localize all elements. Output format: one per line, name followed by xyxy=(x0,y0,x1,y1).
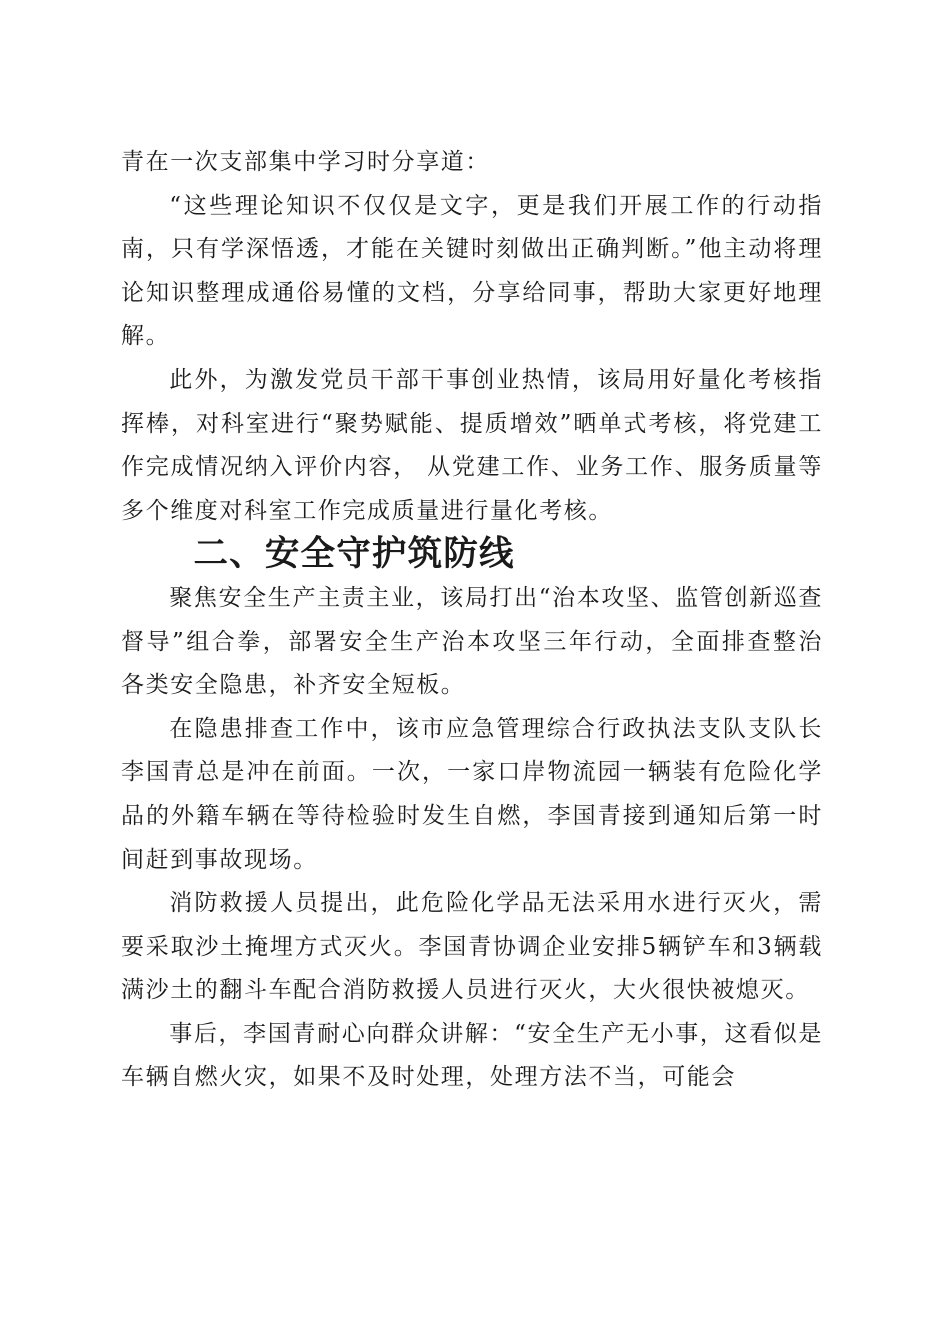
document-body xyxy=(121,141,823,1100)
paragraph-assessment: 此外，为激发党员干部干事创业热情，该局用好量化考核指挥棒，对科室进行“聚势赋能、提质增效”晒单式考核，将党建工作完成情况纳入评价内容， 从党建工作、业务工作、服务质量等多个维度对科室工作完成质量进行量化考核。 xyxy=(121,366,823,524)
paragraph-hazard-inspection: 在隐患排查工作中，该市应急管理综合行政执法支队支队长李国青总是冲在前面。一次，一家口岸物流园一辆装有危险化学品的外籍车辆在等待检验时发生自燃，李国青接到通知后第一时间赶到事故现场。 xyxy=(121,715,823,873)
paragraph-fire-rescue: 消防救援人员提出，此危险化学品无法采用水进行灭火，需要采取沙土掩埋方式灭火。李国青协调企业安排5辆铲车和3辆载满沙土的翻斗车配合消防救援人员进行灭火，大火很快被熄灭。 xyxy=(121,890,823,1004)
section-heading-safety: 二、安全守护筑防线 xyxy=(193,534,515,575)
paragraph-continuation: 青在一次支部集中学习时分享道： xyxy=(121,149,490,175)
paragraph-theory-quote: “这些理论知识不仅仅是文字，更是我们开展工作的行动指南，只有学深悟透，才能在关键时刻做出正确判断。”他主动将理论知识整理成通俗易懂的文档，分享给同事，帮助大家更好地理解。 xyxy=(121,192,823,350)
paragraph-aftermath: 事后，李国青耐心向群众讲解：“安全生产无小事，这看似是车辆自燃火灾，如果不及时处理，处理方法不当，可能会 xyxy=(121,1020,823,1091)
paragraph-safety-focus: 聚焦安全生产主责主业，该局打出“治本攻坚、监管创新巡查督导”组合拳，部署安全生产治本攻坚三年行动，全面排查整治各类安全隐患，补齐安全短板。 xyxy=(121,584,823,699)
